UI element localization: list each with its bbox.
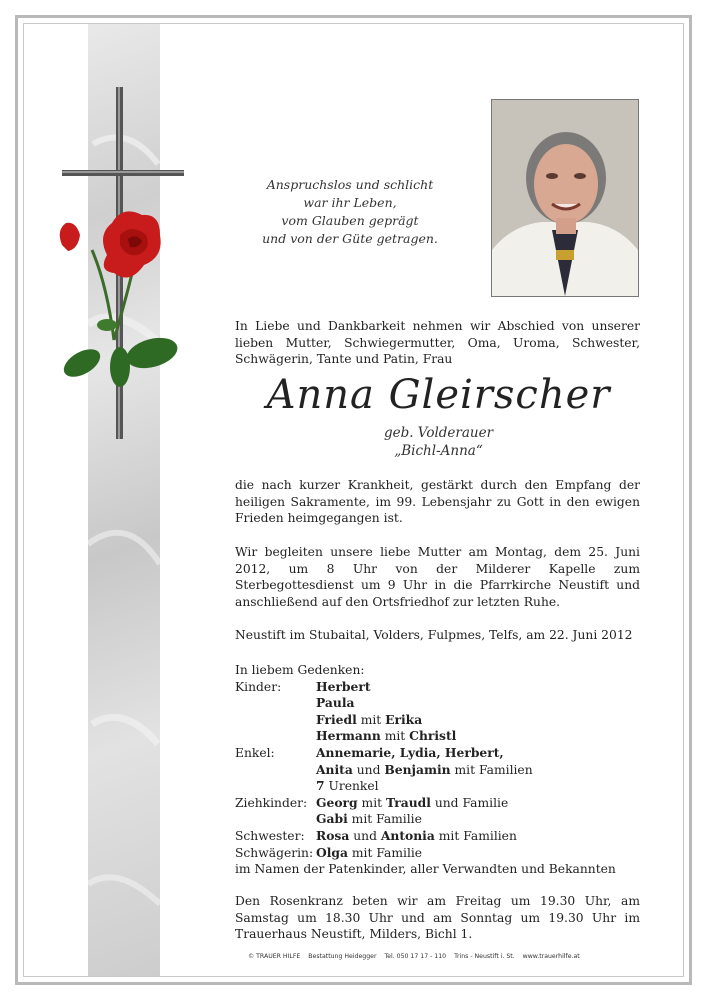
spouse-name: Erika bbox=[385, 711, 423, 727]
spouse-name: Christl bbox=[409, 728, 457, 744]
great-grandchildren-label: Urenkel bbox=[328, 779, 379, 794]
sister-name: Rosa bbox=[316, 827, 350, 843]
list-item bbox=[235, 745, 655, 762]
sisters-label: Schwester: bbox=[235, 828, 305, 843]
grandchildren-names: Annemarie, Lydia, Herbert, bbox=[316, 744, 504, 760]
family-note: mit Familie bbox=[351, 845, 423, 860]
child-name: Hermann bbox=[316, 728, 381, 744]
footer-brand: © TRAUER HILFE bbox=[248, 953, 301, 960]
mourners-list bbox=[235, 662, 655, 878]
list-item bbox=[235, 845, 655, 862]
connector: mit bbox=[384, 729, 406, 744]
quote-line: und von der Güte getragen. bbox=[262, 231, 438, 246]
sister-in-law-name: Olga bbox=[316, 844, 348, 860]
list-item bbox=[235, 778, 655, 795]
foster-spouse: Traudl bbox=[386, 794, 431, 810]
place-date-text: Neustift im Stubaital, Volders, Fulpmes, Telfs, am 22. Juni 2012 bbox=[235, 628, 633, 642]
rosary-text: Den Rosenkranz beten wir am Freitag um 19.30 Uhr, am Samstag um 18.30 Uhr und am Sonntag um 19.30 Uhr im Trauerhaus Neustift, Milders, Bichl 1. bbox=[235, 894, 640, 942]
quote bbox=[250, 176, 450, 248]
great-grandchildren-count: 7 bbox=[316, 778, 325, 794]
grandchild-name: Anita bbox=[316, 761, 353, 777]
quote-line: Anspruchslos und schlicht bbox=[266, 177, 434, 192]
intro-paragraph bbox=[235, 318, 640, 368]
footer-company: Bestattung Heidegger bbox=[308, 953, 377, 960]
intro-text: In Liebe und Dankbarkeit nehmen wir Abschied von unserer lieben Mutter, Schwiegermutter, Oma, Uroma, Schwester, Schwägerin, Tante und Patin, Frau bbox=[235, 319, 640, 367]
quote-line: vom Glauben geprägt bbox=[281, 213, 419, 228]
child-name: Herbert bbox=[316, 678, 371, 694]
families-note: mit Familien bbox=[454, 762, 533, 777]
funeral-text: Wir begleiten unsere liebe Mutter am Montag, dem 25. Juni 2012, um 8 Uhr von der Milderer Kapelle zum Sterbegottesdienst um 9 Uhr in die Pfarrkirche Neustift und anschließend auf den Ortsfriedhof zur letzten Ruhe. bbox=[235, 545, 640, 609]
footer-phone: Tel. 050 17 17 - 110 bbox=[384, 953, 447, 960]
death-text: die nach kurzer Krankheit, gestärkt durch den Empfang der heiligen Sakramente, im 99. Lebensjahr zu Gott in den ewigen Frieden heimgegangen ist. bbox=[235, 478, 640, 526]
grandchildren-label: Enkel: bbox=[235, 745, 275, 760]
footer-location: Trins - Neustift i. St. bbox=[454, 953, 515, 960]
connector: mit bbox=[360, 712, 382, 727]
foster-name: Georg bbox=[316, 794, 358, 810]
list-item bbox=[235, 712, 655, 729]
list-item bbox=[235, 795, 655, 812]
birth-info bbox=[236, 424, 641, 460]
child-name: Paula bbox=[316, 695, 355, 711]
portrait-photo bbox=[491, 99, 639, 297]
mourners-heading: In liebem Gedenken: bbox=[235, 663, 365, 677]
foster-name: Gabi bbox=[316, 811, 348, 827]
families-note: mit Familien bbox=[438, 828, 517, 843]
list-item bbox=[235, 828, 655, 845]
connector: und bbox=[353, 828, 377, 843]
mourners-closing: im Namen der Patenkinder, aller Verwandten und Bekannten bbox=[235, 862, 616, 877]
cross-with-rose bbox=[52, 85, 192, 445]
children-label: Kinder: bbox=[235, 679, 282, 694]
footer-web: www.trauerhilfe.at bbox=[522, 953, 580, 960]
list-item bbox=[235, 762, 655, 779]
funeral-paragraph bbox=[235, 544, 640, 610]
connector: mit bbox=[361, 795, 383, 810]
deceased-name: Anna Gleirscher bbox=[266, 372, 611, 418]
sister-name: Antonia bbox=[380, 827, 435, 843]
rosary-paragraph bbox=[235, 893, 640, 943]
list-item bbox=[235, 728, 655, 745]
connector: und bbox=[356, 762, 381, 777]
sister-in-law-label: Schwägerin: bbox=[235, 845, 314, 860]
list-item bbox=[235, 811, 655, 828]
list-item bbox=[235, 679, 655, 696]
list-item bbox=[235, 695, 655, 712]
family-note: mit Familie bbox=[351, 812, 422, 827]
place-date bbox=[235, 627, 640, 644]
child-name: Friedl bbox=[316, 711, 357, 727]
nickname: „Bichl-Anna“ bbox=[394, 443, 483, 459]
footer bbox=[248, 953, 638, 960]
foster-label: Ziehkinder: bbox=[235, 795, 308, 810]
family-note: und Familie bbox=[434, 795, 509, 810]
quote-line: war ihr Leben, bbox=[303, 195, 397, 210]
birth-name: geb. Volderauer bbox=[383, 425, 494, 441]
grandchild-name: Benjamin bbox=[384, 761, 451, 777]
death-paragraph bbox=[235, 477, 640, 527]
